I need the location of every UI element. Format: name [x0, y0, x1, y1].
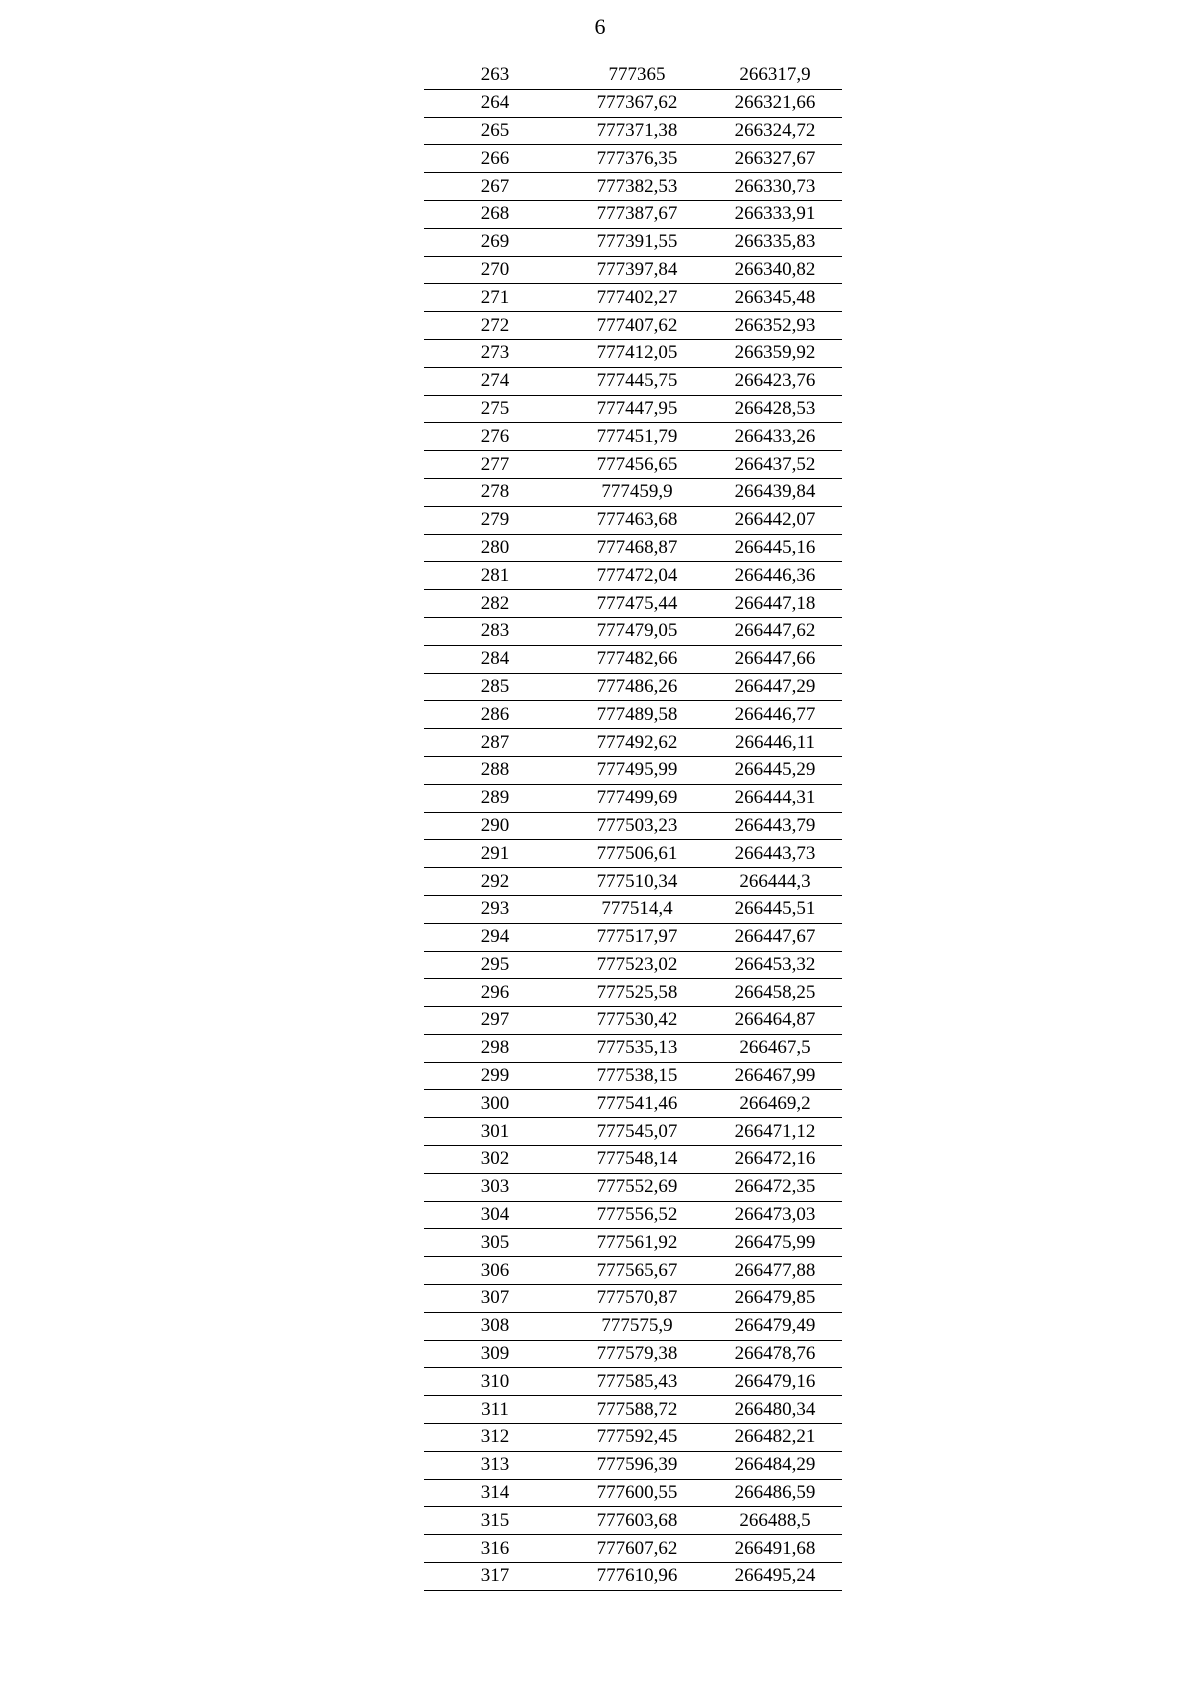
y-coordinate-cell: 266443,73 [708, 840, 842, 868]
y-coordinate-cell: 266345,48 [708, 284, 842, 312]
point-number-cell: 292 [424, 868, 566, 896]
x-coordinate-cell: 777495,99 [566, 756, 708, 784]
table-row [424, 451, 842, 479]
table-row [424, 1201, 842, 1229]
y-coordinate-cell: 266324,72 [708, 117, 842, 145]
table-row [424, 729, 842, 757]
y-coordinate-cell: 266472,35 [708, 1173, 842, 1201]
table-row [424, 673, 842, 701]
table-row [424, 701, 842, 729]
table-row [424, 1535, 842, 1563]
y-coordinate-cell: 266447,29 [708, 673, 842, 701]
y-coordinate-cell: 266480,34 [708, 1396, 842, 1424]
point-number-cell: 282 [424, 590, 566, 618]
y-coordinate-cell: 266446,77 [708, 701, 842, 729]
point-number-cell: 274 [424, 367, 566, 395]
point-number-cell: 280 [424, 534, 566, 562]
point-number-cell: 289 [424, 784, 566, 812]
table-row [424, 1424, 842, 1452]
point-number-cell: 286 [424, 701, 566, 729]
x-coordinate-cell: 777456,65 [566, 451, 708, 479]
x-coordinate-cell: 777407,62 [566, 312, 708, 340]
table-row [424, 423, 842, 451]
y-coordinate-cell: 266467,5 [708, 1034, 842, 1062]
x-coordinate-cell: 777579,38 [566, 1340, 708, 1368]
y-coordinate-cell: 266443,79 [708, 812, 842, 840]
point-number-cell: 269 [424, 228, 566, 256]
table-row [424, 256, 842, 284]
x-coordinate-cell: 777517,97 [566, 923, 708, 951]
table-row [424, 506, 842, 534]
y-coordinate-cell: 266447,18 [708, 590, 842, 618]
y-coordinate-cell: 266484,29 [708, 1451, 842, 1479]
y-coordinate-cell: 266445,16 [708, 534, 842, 562]
x-coordinate-cell: 777530,42 [566, 1007, 708, 1035]
y-coordinate-cell: 266458,25 [708, 979, 842, 1007]
y-coordinate-cell: 266495,24 [708, 1563, 842, 1591]
table-row [424, 478, 842, 506]
x-coordinate-cell: 777468,87 [566, 534, 708, 562]
table-row [424, 979, 842, 1007]
y-coordinate-cell: 266340,82 [708, 256, 842, 284]
y-coordinate-cell: 266486,59 [708, 1479, 842, 1507]
coordinates-table-body [424, 62, 842, 1590]
table-row [424, 173, 842, 201]
point-number-cell: 302 [424, 1146, 566, 1174]
x-coordinate-cell: 777603,68 [566, 1507, 708, 1535]
point-number-cell: 304 [424, 1201, 566, 1229]
point-number-cell: 311 [424, 1396, 566, 1424]
point-number-cell: 285 [424, 673, 566, 701]
point-number-cell: 305 [424, 1229, 566, 1257]
y-coordinate-cell: 266464,87 [708, 1007, 842, 1035]
y-coordinate-cell: 266423,76 [708, 367, 842, 395]
point-number-cell: 290 [424, 812, 566, 840]
table-row [424, 534, 842, 562]
point-number-cell: 306 [424, 1257, 566, 1285]
table-row [424, 617, 842, 645]
table-row [424, 756, 842, 784]
y-coordinate-cell: 266473,03 [708, 1201, 842, 1229]
table-row [424, 840, 842, 868]
table-row [424, 1007, 842, 1035]
y-coordinate-cell: 266479,49 [708, 1312, 842, 1340]
point-number-cell: 296 [424, 979, 566, 1007]
point-number-cell: 278 [424, 478, 566, 506]
point-number-cell: 299 [424, 1062, 566, 1090]
y-coordinate-cell: 266317,9 [708, 62, 842, 89]
point-number-cell: 293 [424, 895, 566, 923]
y-coordinate-cell: 266475,99 [708, 1229, 842, 1257]
table-row [424, 312, 842, 340]
x-coordinate-cell: 777552,69 [566, 1173, 708, 1201]
point-number-cell: 301 [424, 1118, 566, 1146]
point-number-cell: 294 [424, 923, 566, 951]
point-number-cell: 271 [424, 284, 566, 312]
y-coordinate-cell: 266445,51 [708, 895, 842, 923]
table-row [424, 951, 842, 979]
point-number-cell: 275 [424, 395, 566, 423]
table-row [424, 1285, 842, 1313]
y-coordinate-cell: 266330,73 [708, 173, 842, 201]
point-number-cell: 272 [424, 312, 566, 340]
x-coordinate-cell: 777486,26 [566, 673, 708, 701]
x-coordinate-cell: 777397,84 [566, 256, 708, 284]
x-coordinate-cell: 777445,75 [566, 367, 708, 395]
table-row [424, 200, 842, 228]
x-coordinate-cell: 777596,39 [566, 1451, 708, 1479]
x-coordinate-cell: 777588,72 [566, 1396, 708, 1424]
y-coordinate-cell: 266488,5 [708, 1507, 842, 1535]
y-coordinate-cell: 266478,76 [708, 1340, 842, 1368]
x-coordinate-cell: 777523,02 [566, 951, 708, 979]
table-row [424, 1146, 842, 1174]
y-coordinate-cell: 266467,99 [708, 1062, 842, 1090]
point-number-cell: 277 [424, 451, 566, 479]
coordinates-table [424, 62, 842, 1591]
table-row [424, 923, 842, 951]
table-row [424, 339, 842, 367]
y-coordinate-cell: 266445,29 [708, 756, 842, 784]
x-coordinate-cell: 777600,55 [566, 1479, 708, 1507]
table-row [424, 1451, 842, 1479]
x-coordinate-cell: 777503,23 [566, 812, 708, 840]
y-coordinate-cell: 266446,11 [708, 729, 842, 757]
x-coordinate-cell: 777382,53 [566, 173, 708, 201]
x-coordinate-cell: 777575,9 [566, 1312, 708, 1340]
x-coordinate-cell: 777514,4 [566, 895, 708, 923]
table-row [424, 1173, 842, 1201]
x-coordinate-cell: 777482,66 [566, 645, 708, 673]
point-number-cell: 283 [424, 617, 566, 645]
x-coordinate-cell: 777412,05 [566, 339, 708, 367]
table-row [424, 784, 842, 812]
y-coordinate-cell: 266442,07 [708, 506, 842, 534]
point-number-cell: 307 [424, 1285, 566, 1313]
point-number-cell: 265 [424, 117, 566, 145]
table-row [424, 89, 842, 117]
table-row [424, 117, 842, 145]
table-row [424, 62, 842, 89]
table-row [424, 562, 842, 590]
x-coordinate-cell: 777371,38 [566, 117, 708, 145]
table-row [424, 1118, 842, 1146]
page-number: 6 [594, 14, 606, 39]
point-number-cell: 267 [424, 173, 566, 201]
table-row [424, 812, 842, 840]
x-coordinate-cell: 777402,27 [566, 284, 708, 312]
x-coordinate-cell: 777499,69 [566, 784, 708, 812]
point-number-cell: 315 [424, 1507, 566, 1535]
y-coordinate-cell: 266433,26 [708, 423, 842, 451]
point-number-cell: 316 [424, 1535, 566, 1563]
point-number-cell: 263 [424, 62, 566, 89]
y-coordinate-cell: 266335,83 [708, 228, 842, 256]
x-coordinate-cell: 777367,62 [566, 89, 708, 117]
table-row [424, 228, 842, 256]
point-number-cell: 298 [424, 1034, 566, 1062]
y-coordinate-cell: 266453,32 [708, 951, 842, 979]
x-coordinate-cell: 777492,62 [566, 729, 708, 757]
x-coordinate-cell: 777570,87 [566, 1285, 708, 1313]
table-row [424, 1479, 842, 1507]
table-row [424, 1034, 842, 1062]
table-row [424, 1062, 842, 1090]
table-row [424, 590, 842, 618]
point-number-cell: 270 [424, 256, 566, 284]
x-coordinate-cell: 777607,62 [566, 1535, 708, 1563]
x-coordinate-cell: 777556,52 [566, 1201, 708, 1229]
y-coordinate-cell: 266447,66 [708, 645, 842, 673]
x-coordinate-cell: 777475,44 [566, 590, 708, 618]
table-row [424, 1312, 842, 1340]
x-coordinate-cell: 777472,04 [566, 562, 708, 590]
table-row [424, 145, 842, 173]
x-coordinate-cell: 777387,67 [566, 200, 708, 228]
table-row [424, 895, 842, 923]
x-coordinate-cell: 777548,14 [566, 1146, 708, 1174]
x-coordinate-cell: 777447,95 [566, 395, 708, 423]
y-coordinate-cell: 266327,67 [708, 145, 842, 173]
y-coordinate-cell: 266321,66 [708, 89, 842, 117]
point-number-cell: 308 [424, 1312, 566, 1340]
point-number-cell: 266 [424, 145, 566, 173]
x-coordinate-cell: 777365 [566, 62, 708, 89]
x-coordinate-cell: 777506,61 [566, 840, 708, 868]
x-coordinate-cell: 777451,79 [566, 423, 708, 451]
point-number-cell: 276 [424, 423, 566, 451]
point-number-cell: 297 [424, 1007, 566, 1035]
y-coordinate-cell: 266491,68 [708, 1535, 842, 1563]
table-row [424, 395, 842, 423]
point-number-cell: 314 [424, 1479, 566, 1507]
table-row [424, 1563, 842, 1591]
point-number-cell: 300 [424, 1090, 566, 1118]
x-coordinate-cell: 777561,92 [566, 1229, 708, 1257]
table-row [424, 1396, 842, 1424]
point-number-cell: 291 [424, 840, 566, 868]
x-coordinate-cell: 777463,68 [566, 506, 708, 534]
point-number-cell: 264 [424, 89, 566, 117]
y-coordinate-cell: 266479,85 [708, 1285, 842, 1313]
y-coordinate-cell: 266471,12 [708, 1118, 842, 1146]
x-coordinate-cell: 777525,58 [566, 979, 708, 1007]
x-coordinate-cell: 777510,34 [566, 868, 708, 896]
table-row [424, 1340, 842, 1368]
y-coordinate-cell: 266472,16 [708, 1146, 842, 1174]
y-coordinate-cell: 266352,93 [708, 312, 842, 340]
table-row [424, 1229, 842, 1257]
x-coordinate-cell: 777535,13 [566, 1034, 708, 1062]
point-number-cell: 268 [424, 200, 566, 228]
x-coordinate-cell: 777489,58 [566, 701, 708, 729]
point-number-cell: 288 [424, 756, 566, 784]
y-coordinate-cell: 266447,67 [708, 923, 842, 951]
x-coordinate-cell: 777610,96 [566, 1563, 708, 1591]
x-coordinate-cell: 777545,07 [566, 1118, 708, 1146]
x-coordinate-cell: 777585,43 [566, 1368, 708, 1396]
x-coordinate-cell: 777479,05 [566, 617, 708, 645]
point-number-cell: 284 [424, 645, 566, 673]
table-row [424, 1507, 842, 1535]
y-coordinate-cell: 266469,2 [708, 1090, 842, 1118]
y-coordinate-cell: 266482,21 [708, 1424, 842, 1452]
y-coordinate-cell: 266359,92 [708, 339, 842, 367]
table-row [424, 1368, 842, 1396]
table-row [424, 868, 842, 896]
y-coordinate-cell: 266477,88 [708, 1257, 842, 1285]
x-coordinate-cell: 777592,45 [566, 1424, 708, 1452]
y-coordinate-cell: 266447,62 [708, 617, 842, 645]
y-coordinate-cell: 266479,16 [708, 1368, 842, 1396]
point-number-cell: 295 [424, 951, 566, 979]
y-coordinate-cell: 266446,36 [708, 562, 842, 590]
point-number-cell: 287 [424, 729, 566, 757]
x-coordinate-cell: 777459,9 [566, 478, 708, 506]
point-number-cell: 317 [424, 1563, 566, 1591]
x-coordinate-cell: 777541,46 [566, 1090, 708, 1118]
point-number-cell: 303 [424, 1173, 566, 1201]
point-number-cell: 273 [424, 339, 566, 367]
table-row [424, 367, 842, 395]
x-coordinate-cell: 777538,15 [566, 1062, 708, 1090]
x-coordinate-cell: 777565,67 [566, 1257, 708, 1285]
x-coordinate-cell: 777376,35 [566, 145, 708, 173]
point-number-cell: 312 [424, 1424, 566, 1452]
y-coordinate-cell: 266444,31 [708, 784, 842, 812]
y-coordinate-cell: 266437,52 [708, 451, 842, 479]
y-coordinate-cell: 266439,84 [708, 478, 842, 506]
point-number-cell: 310 [424, 1368, 566, 1396]
y-coordinate-cell: 266444,3 [708, 868, 842, 896]
point-number-cell: 281 [424, 562, 566, 590]
y-coordinate-cell: 266333,91 [708, 200, 842, 228]
x-coordinate-cell: 777391,55 [566, 228, 708, 256]
table-row [424, 284, 842, 312]
point-number-cell: 313 [424, 1451, 566, 1479]
point-number-cell: 309 [424, 1340, 566, 1368]
table-row [424, 645, 842, 673]
point-number-cell: 279 [424, 506, 566, 534]
table-row [424, 1257, 842, 1285]
table-row [424, 1090, 842, 1118]
y-coordinate-cell: 266428,53 [708, 395, 842, 423]
